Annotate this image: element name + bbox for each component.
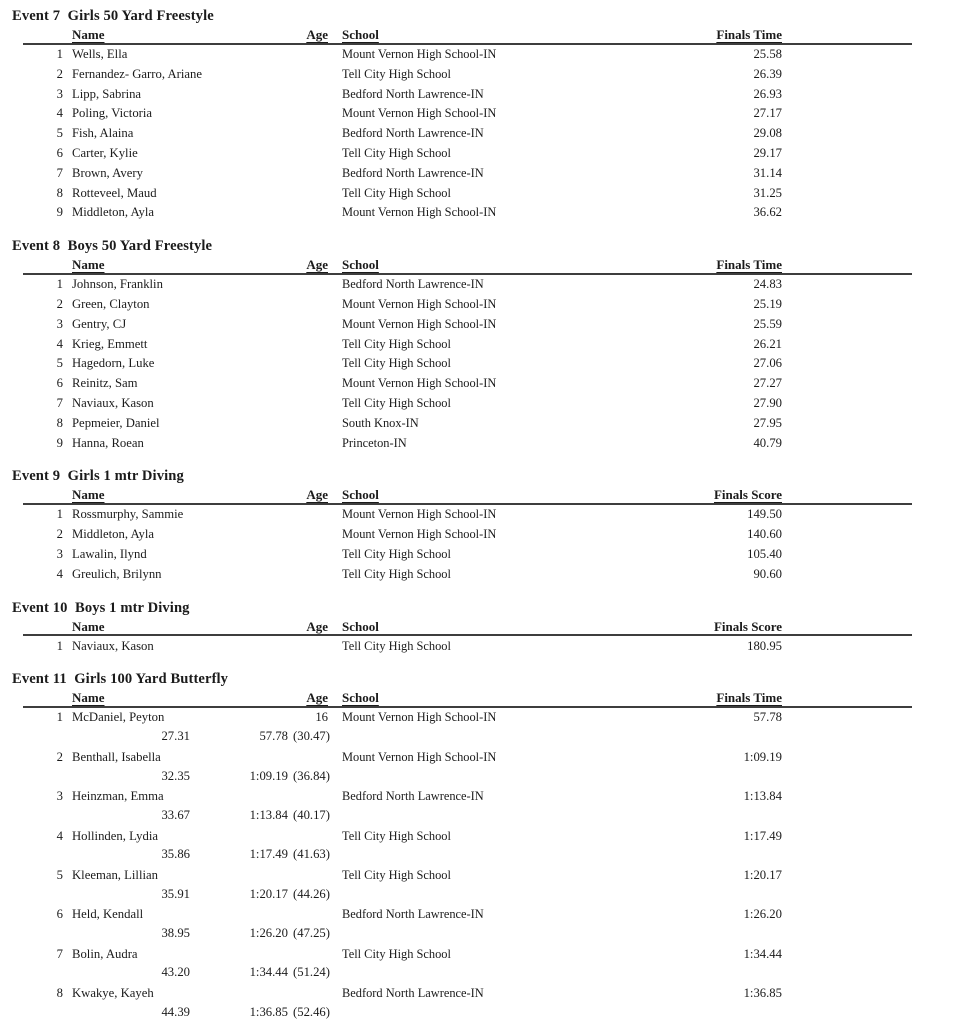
swimmer-age — [292, 295, 328, 315]
swimmer-age — [292, 748, 328, 768]
splits-row — [0, 846, 965, 866]
finals-result: 1:09.19 — [743, 749, 782, 764]
swimmer-name: Gentry, CJ — [72, 316, 127, 331]
place-number: 8 — [56, 185, 63, 200]
swimmer-name: Pepmeier, Daniel — [72, 415, 160, 430]
place-number: 1 — [56, 277, 63, 292]
finals-result: 31.25 — [753, 185, 782, 200]
place-number: 9 — [56, 205, 63, 220]
finals-result: 27.27 — [753, 376, 782, 391]
finals-result: 25.58 — [753, 47, 782, 61]
result-row — [0, 505, 965, 525]
finals-result: 180.95 — [747, 638, 782, 653]
results-page — [0, 7, 965, 1023]
place-number: 2 — [56, 296, 63, 311]
splits-row — [0, 925, 965, 945]
finals-result: 26.39 — [753, 66, 782, 81]
diver-age — [292, 565, 328, 585]
school-name: Mount Vernon High School-IN — [342, 507, 497, 522]
result-row — [0, 565, 965, 585]
split-1: 43.20 — [161, 965, 190, 980]
column-header-place — [0, 618, 63, 637]
splits-row — [0, 728, 965, 748]
place-number: 1 — [56, 638, 63, 653]
swimmer-age — [292, 315, 328, 335]
swimmer-name: Green, Clayton — [72, 296, 150, 311]
school-name: South Knox-IN — [342, 415, 419, 430]
result-row — [0, 354, 965, 374]
finals-result: 140.60 — [747, 527, 782, 542]
finals-result: 27.90 — [753, 395, 782, 410]
swimmer-age — [292, 434, 328, 454]
finals-result: 36.62 — [753, 205, 782, 220]
swimmer-name: Hanna, Roean — [72, 435, 144, 450]
finals-result: 27.95 — [753, 415, 782, 430]
column-header-place — [0, 26, 63, 45]
table-header — [0, 618, 965, 637]
split-2-diff: (47.25) — [293, 926, 330, 941]
column-header-result: Finals Time — [716, 690, 782, 706]
swimmer-age — [292, 374, 328, 394]
school-name: Tell City High School — [342, 336, 451, 351]
school-name: Bedford North Lawrence-IN — [342, 907, 484, 922]
swimmer-age — [292, 394, 328, 414]
event-section-9 — [0, 467, 965, 584]
split-2-cumulative: 1:26.20 — [249, 926, 288, 941]
split-2-cumulative: 1:20.17 — [249, 886, 288, 901]
diver-name: Middleton, Ayla — [72, 527, 155, 542]
split-1: 38.95 — [161, 926, 190, 941]
result-row — [0, 984, 965, 1004]
place-number: 5 — [56, 867, 63, 882]
swimmer-name: Brown, Avery — [72, 165, 143, 180]
finals-result: 27.17 — [753, 106, 782, 121]
table-header — [0, 256, 965, 275]
finals-result: 1:34.44 — [743, 946, 782, 961]
finals-result: 1:20.17 — [743, 867, 782, 882]
place-number: 3 — [56, 546, 63, 561]
column-header-school: School — [342, 257, 379, 273]
splits-row — [0, 807, 965, 827]
diver-age — [292, 545, 328, 565]
swimmer-name: Kwakye, Kayeh — [72, 986, 154, 1001]
swimmer-name: Johnson, Franklin — [72, 277, 163, 292]
finals-result: 57.78 — [753, 710, 782, 725]
swimmer-age — [292, 275, 328, 295]
result-row — [0, 65, 965, 85]
result-row — [0, 144, 965, 164]
column-header-age: Age — [306, 487, 328, 503]
table-header — [0, 689, 965, 708]
result-row — [0, 827, 965, 847]
column-header-age: Age — [306, 690, 328, 706]
column-header-place — [0, 256, 63, 275]
split-2-cumulative: 1:34.44 — [249, 965, 288, 980]
splits-row — [0, 1004, 965, 1024]
column-header-place — [0, 689, 63, 708]
school-name: Mount Vernon High School-IN — [342, 205, 497, 220]
school-name: Mount Vernon High School-IN — [342, 47, 497, 61]
split-2-diff: (36.84) — [293, 768, 330, 783]
swimmer-name: Lipp, Sabrina — [72, 86, 142, 101]
swimmer-age — [292, 787, 328, 807]
result-row — [0, 905, 965, 925]
school-name: Mount Vernon High School-IN — [342, 527, 497, 542]
diver-name: Rossmurphy, Sammie — [72, 507, 184, 522]
swimmer-name: Carter, Kylie — [72, 145, 138, 160]
place-number: 2 — [56, 527, 63, 542]
place-number: 6 — [56, 145, 63, 160]
school-name: Tell City High School — [342, 546, 451, 561]
result-row — [0, 708, 965, 728]
event-section-11 — [0, 670, 965, 1023]
school-name: Tell City High School — [342, 356, 451, 371]
diver-name: Naviaux, Kason — [72, 638, 154, 653]
split-1: 32.35 — [161, 768, 190, 783]
school-name: Mount Vernon High School-IN — [342, 710, 497, 725]
finals-result: 25.59 — [753, 316, 782, 331]
column-header-school: School — [342, 690, 379, 706]
finals-result: 26.21 — [753, 336, 782, 351]
swimmer-name: Benthall, Isabella — [72, 749, 161, 764]
swimmer-name: Poling, Victoria — [72, 106, 153, 121]
split-1: 35.86 — [161, 847, 190, 862]
column-header-name: Name — [72, 618, 105, 634]
finals-result: 26.93 — [753, 86, 782, 101]
place-number: 1 — [56, 710, 63, 725]
swimmer-name: Middleton, Ayla — [72, 205, 155, 220]
column-header-age: Age — [306, 257, 328, 273]
school-name: Mount Vernon High School-IN — [342, 106, 497, 121]
split-1: 33.67 — [161, 807, 190, 822]
finals-result: 25.19 — [753, 296, 782, 311]
result-row — [0, 787, 965, 807]
result-row — [0, 85, 965, 105]
result-row — [0, 203, 965, 223]
swimmer-name: Fish, Alaina — [72, 126, 134, 141]
result-row — [0, 545, 965, 565]
place-number: 4 — [56, 106, 63, 121]
swimmer-name: Rotteveel, Maud — [72, 185, 157, 200]
school-name: Tell City High School — [342, 395, 451, 410]
swimmer-name: Heinzman, Emma — [72, 789, 164, 804]
swimmer-name: Hollinden, Lydia — [72, 828, 158, 843]
column-header-name: Name — [72, 690, 105, 706]
swimmer-age — [292, 184, 328, 204]
swimmer-name: Kleeman, Lillian — [72, 867, 158, 882]
event-title: Event 11 Girls 100 Yard Butterfly — [12, 671, 229, 688]
split-1: 27.31 — [161, 729, 190, 744]
finals-result: 29.17 — [753, 145, 782, 160]
split-2-cumulative: 1:17.49 — [249, 847, 288, 862]
result-row — [0, 374, 965, 394]
split-2-cumulative: 1:09.19 — [249, 768, 288, 783]
result-row — [0, 295, 965, 315]
swimmer-age — [292, 866, 328, 886]
split-1: 35.91 — [161, 886, 190, 901]
column-header-result: Finals Score — [713, 487, 782, 503]
school-name: Tell City High School — [342, 66, 451, 81]
swimmer-age — [292, 827, 328, 847]
swimmer-name: Bolin, Audra — [72, 946, 138, 961]
swimmer-name: Hagedorn, Luke — [72, 356, 155, 371]
place-number: 5 — [56, 126, 63, 141]
event-section-8 — [0, 237, 965, 453]
event-title: Event 9 Girls 1 mtr Diving — [12, 468, 184, 485]
event-section-7 — [0, 7, 965, 223]
column-header-place — [0, 486, 63, 505]
place-number: 6 — [56, 376, 63, 391]
swimmer-name: Held, Kendall — [72, 907, 144, 922]
school-name: Bedford North Lawrence-IN — [342, 277, 484, 292]
finals-result: 105.40 — [747, 546, 782, 561]
swimmer-age — [292, 905, 328, 925]
swimmer-name: Wells, Ella — [72, 47, 128, 61]
place-number: 4 — [56, 566, 63, 581]
school-name: Tell City High School — [342, 946, 451, 961]
event-title: Event 8 Boys 50 Yard Freestyle — [12, 238, 213, 255]
result-row — [0, 525, 965, 545]
swimmer-age: 16 — [315, 710, 328, 725]
school-name: Bedford North Lawrence-IN — [342, 86, 484, 101]
result-row — [0, 335, 965, 355]
swimmer-age — [292, 203, 328, 223]
diver-age — [292, 505, 328, 525]
school-name: Tell City High School — [342, 185, 451, 200]
place-number: 7 — [56, 946, 63, 961]
finals-result: 90.60 — [753, 566, 782, 581]
table-header — [0, 26, 965, 45]
place-number: 5 — [56, 356, 63, 371]
event-title: Event 7 Girls 50 Yard Freestyle — [12, 8, 214, 24]
column-header-age: Age — [306, 27, 328, 42]
splits-row — [0, 768, 965, 788]
diver-age — [292, 637, 328, 657]
split-2-cumulative: 1:36.85 — [249, 1004, 288, 1019]
column-header-school: School — [342, 27, 379, 42]
place-number: 4 — [56, 336, 63, 351]
result-row — [0, 124, 965, 144]
finals-result: 149.50 — [747, 507, 782, 522]
column-header-name: Name — [72, 257, 105, 273]
place-number: 1 — [56, 47, 63, 61]
swimmer-name: Krieg, Emmett — [72, 336, 148, 351]
swimmer-name: Fernandez- Garro, Ariane — [72, 66, 202, 81]
result-row — [0, 184, 965, 204]
school-name: Mount Vernon High School-IN — [342, 296, 497, 311]
split-2-diff: (44.26) — [293, 886, 330, 901]
place-number: 2 — [56, 66, 63, 81]
school-name: Tell City High School — [342, 566, 451, 581]
place-number: 3 — [56, 86, 63, 101]
school-name: Tell City High School — [342, 145, 451, 160]
result-row — [0, 945, 965, 965]
splits-row — [0, 886, 965, 906]
school-name: Tell City High School — [342, 638, 451, 653]
swimmer-age — [292, 85, 328, 105]
school-name: Bedford North Lawrence-IN — [342, 126, 484, 141]
column-header-age: Age — [306, 618, 328, 634]
swimmer-age — [292, 65, 328, 85]
place-number: 7 — [56, 395, 63, 410]
split-2-diff: (40.17) — [293, 807, 330, 822]
swimmer-age — [292, 335, 328, 355]
swimmer-age — [292, 164, 328, 184]
swimmer-age — [292, 144, 328, 164]
finals-result: 40.79 — [753, 435, 782, 450]
swimmer-name: Reinitz, Sam — [72, 376, 138, 391]
school-name: Tell City High School — [342, 828, 451, 843]
result-row — [0, 104, 965, 124]
result-row — [0, 45, 965, 65]
finals-result: 29.08 — [753, 126, 782, 141]
school-name: Princeton-IN — [342, 435, 407, 450]
result-row — [0, 164, 965, 184]
swimmer-age — [292, 354, 328, 374]
event-title: Event 10 Boys 1 mtr Diving — [12, 599, 190, 616]
finals-result: 31.14 — [753, 165, 782, 180]
splits-row — [0, 964, 965, 984]
finals-result: 1:13.84 — [743, 789, 782, 804]
school-name: Mount Vernon High School-IN — [342, 749, 497, 764]
place-number: 1 — [56, 507, 63, 522]
event-section-10 — [0, 599, 965, 657]
split-2-diff: (41.63) — [293, 847, 330, 862]
finals-result: 1:17.49 — [743, 828, 782, 843]
swimmer-age — [292, 124, 328, 144]
result-row — [0, 315, 965, 335]
place-number: 8 — [56, 986, 63, 1001]
school-name: Bedford North Lawrence-IN — [342, 986, 484, 1001]
split-2-cumulative: 1:13.84 — [249, 807, 288, 822]
swimmer-age — [292, 984, 328, 1004]
column-header-name: Name — [72, 27, 105, 42]
place-number: 3 — [56, 789, 63, 804]
finals-result: 24.83 — [753, 277, 782, 292]
school-name: Bedford North Lawrence-IN — [342, 165, 484, 180]
swimmer-age — [292, 945, 328, 965]
swimmer-name: McDaniel, Peyton — [72, 710, 165, 725]
place-number: 8 — [56, 415, 63, 430]
finals-result: 1:36.85 — [743, 986, 782, 1001]
result-row — [0, 434, 965, 454]
result-row — [0, 748, 965, 768]
place-number: 4 — [56, 828, 63, 843]
finals-result: 27.06 — [753, 356, 782, 371]
place-number: 9 — [56, 435, 63, 450]
place-number: 2 — [56, 749, 63, 764]
split-1: 44.39 — [161, 1004, 190, 1019]
result-row — [0, 637, 965, 657]
diver-name: Greulich, Brilynn — [72, 566, 162, 581]
split-2-diff: (52.46) — [293, 1004, 330, 1019]
split-2-diff: (30.47) — [293, 729, 330, 744]
column-header-result: Finals Time — [716, 27, 782, 42]
place-number: 3 — [56, 316, 63, 331]
diver-age — [292, 525, 328, 545]
table-header — [0, 486, 965, 505]
finals-result: 1:26.20 — [743, 907, 782, 922]
school-name: Tell City High School — [342, 867, 451, 882]
result-row — [0, 866, 965, 886]
swimmer-name: Naviaux, Kason — [72, 395, 154, 410]
swimmer-age — [292, 45, 328, 65]
split-2-diff: (51.24) — [293, 965, 330, 980]
place-number: 6 — [56, 907, 63, 922]
result-row — [0, 394, 965, 414]
column-header-result: Finals Time — [716, 257, 782, 273]
column-header-school: School — [342, 618, 379, 634]
result-row — [0, 275, 965, 295]
split-2-cumulative: 57.78 — [259, 729, 288, 744]
school-name: Mount Vernon High School-IN — [342, 316, 497, 331]
column-header-name: Name — [72, 487, 105, 503]
column-header-result: Finals Score — [713, 618, 782, 634]
place-number: 7 — [56, 165, 63, 180]
result-row — [0, 414, 965, 434]
diver-name: Lawalin, Ilynd — [72, 546, 147, 561]
swimmer-age — [292, 104, 328, 124]
school-name: Bedford North Lawrence-IN — [342, 789, 484, 804]
school-name: Mount Vernon High School-IN — [342, 376, 497, 391]
swimmer-age — [292, 414, 328, 434]
column-header-school: School — [342, 487, 379, 503]
